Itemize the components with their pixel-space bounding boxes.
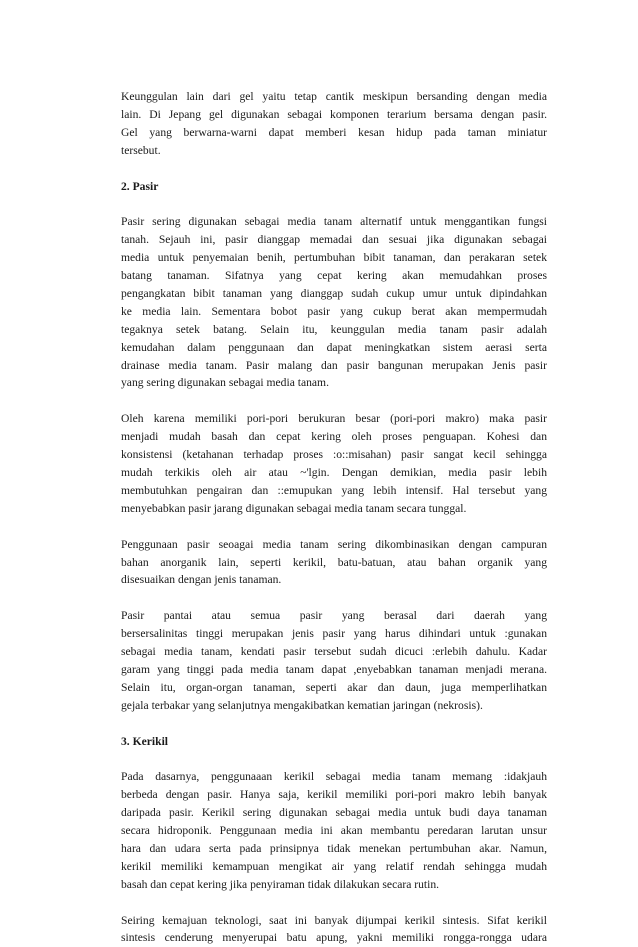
text-line: mudah terkikis oleh air atau ~'lgin. Dengan demikian, media pasir lebih [121,465,547,479]
paragraph-pasir-intro [121,213,547,392]
text-line: tegaknya setek batang. Selain itu, keunggulan media tanam pasir adalah [121,322,547,336]
paragraph-pasir-pantai [121,607,547,714]
text-line: sebagai media tanam, kendati pasir tersebut sudah dicuci :erlebih dahulu. Kadar [121,645,547,659]
text-line: sintesis cenderung menyerupai batu apung, yakni memiliki rongga-rongga udara [121,931,547,945]
paragraph-gel-advantages [121,88,547,160]
text-line: daripada pasir. Kerikil sering digunakan sebagai media untuk budi daya tanaman [121,806,547,820]
paragraph-kerikil-intro [121,768,547,893]
text-line: kemudahan dalam penggunaan dan dapat meningkatkan sistem aerasi serta [121,340,547,354]
text-line: menyebabkan pasir jarang digunakan sebagai media tanam secara tunggal. [121,501,467,515]
text-line: tersebut. [121,143,161,157]
section-heading-kerikil: 3. Kerikil [121,734,169,748]
text-line: Selain itu, organ-organ tanaman, seperti akar dan daun, juga memperlihatkan [121,680,547,694]
text-line: berbeda dengan pasir. Hanya saja, kerikil memiliki pori-pori makro lebih banyak [121,788,547,802]
text-line: bersersalinitas tinggi merupakan jenis pasir yang harus dihindari untuk :gunakan [121,627,547,641]
text-line: bahan anorganik lain, seperti kerikil, batu-batuan, atau bahan organik yang [121,555,547,569]
text-line: batang tanaman. Sifatnya yang cepat kering akan memudahkan proses [121,269,547,283]
text-line: disesuaikan dengan jenis tanaman. [121,573,282,587]
text-line: garam yang tinggi pada media tanam dapat ,enyebabkan tanaman menjadi merana. [121,662,547,676]
text-line: basah dan cepat kering jika penyiraman tidak dilakukan secara rutin. [121,877,440,891]
text-line: pengangkatan bibit tanaman yang dianggap sudah cukup umur untuk dipindahkan [121,286,547,300]
text-line: hara dan udara serta pada prinsipnya tidak menekan pertumbuhan akar. Namun, [121,841,547,855]
text-line: membutuhkan pengairan dan ::emupukan yang lebih intensif. Hal tersebut yang [121,483,547,497]
text-line: tanah. Sejauh ini, pasir dianggap memadai dan sesuai jika digunakan sebagai [121,233,547,247]
text-line: gejala terbakar yang selanjutnya mengakibatkan kematian jaringan (nekrosis). [121,698,483,712]
text-line: secara hidroponik. Penggunaan media ini akan membantu peredaran larutan unsur [121,824,547,838]
text-line: Pada dasarnya, penggunaaan kerikil sebagai media tanam memang :idakjauh [121,770,547,784]
paragraph-kerikil-sintesis [121,912,547,947]
section-heading-pasir: 2. Pasir [121,179,159,193]
text-line: menjadi mudah basah dan cepat kering oleh proses penguapan. Kohesi dan [121,430,547,444]
text-line: kerikil memiliki kemampuan mengikat air yang relatif rendah sehingga mudah [121,859,547,873]
text-line: Gel yang berwarna-warni dapat memberi kesan hidup pada taman miniatur [121,125,547,139]
document-page [121,88,547,947]
text-line: Seiring kemajuan teknologi, saat ini banyak dijumpai kerikil sintesis. Sifat kerikil [121,913,547,927]
text-line: yang sering digunakan sebagai media tanam. [121,376,329,390]
text-line: konsistensi (ketahanan terhadap proses :o::misahan) pasir sangat kecil sehingga [121,448,547,462]
text-line: Keunggulan lain dari gel yaitu tetap cantik meskipun bersanding dengan media [121,90,547,103]
text-line: Pasir pantai atau semua pasir yang berasal dari daerah yang [121,609,547,623]
text-line: ke media lain. Sementara bobot pasir yang cukup berat akan mempermudah [121,304,547,318]
paragraph-pasir-pores [121,410,547,517]
text-line: drainase media tanam. Pasir malang dan pasir bangunan merupakan Jenis pasir [121,358,547,372]
text-line: lain. Di Jepang gel digunakan sebagai komponen terarium bersama dengan pasir. [121,107,547,121]
text-line: Oleh karena memiliki pori-pori berukuran besar (pori-pori makro) maka pasir [121,412,547,426]
text-line: media untuk penyemaian benih, pertumbuhan bibit tanaman, dan perakaran setek [121,251,547,265]
text-line: Penggunaan pasir seoagai media tanam sering dikombinasikan dengan campuran [121,537,547,551]
text-line: Pasir sering digunakan sebagai media tanam alternatif untuk menggantikan fungsi [121,215,547,229]
paragraph-pasir-combination [121,536,547,590]
